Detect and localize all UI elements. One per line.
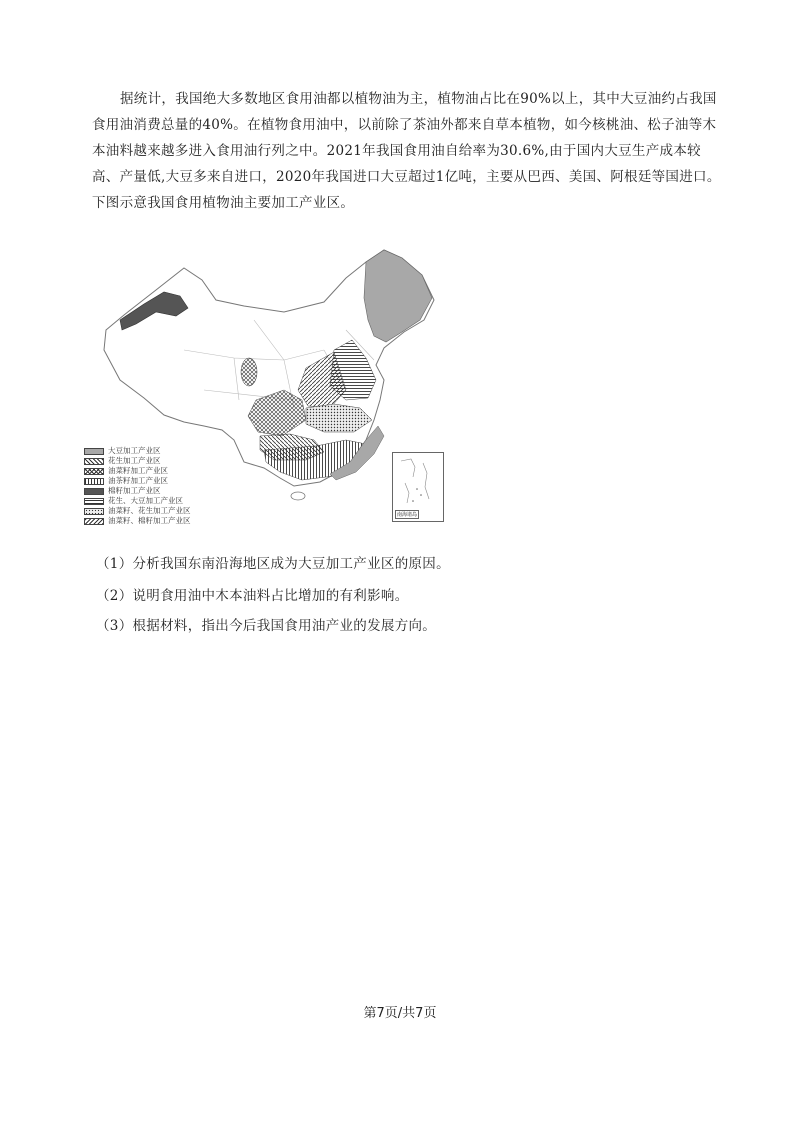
legend-swatch: [84, 508, 104, 515]
legend-label: 大豆加工产业区: [108, 446, 161, 455]
legend-item: [84, 446, 234, 456]
legend-label: 油菜籽、花生加工产业区: [108, 506, 191, 515]
legend-item: [84, 476, 234, 486]
legend-item: [84, 516, 234, 526]
legend-item: [84, 496, 234, 506]
question-2: （2）说明食用油中木本油料占比增加的有利影响。: [96, 588, 409, 604]
region-gansu-cross: [241, 358, 257, 386]
legend-label: 花生、大豆加工产业区: [108, 496, 183, 505]
legend-item: [84, 466, 234, 476]
hainan: [291, 492, 305, 500]
inset-label: 南海诸岛: [397, 512, 418, 518]
question-1: （1）分析我国东南沿海地区成为大豆加工产业区的原因。: [96, 556, 450, 572]
legend-label: 花生加工产业区: [108, 456, 161, 465]
legend-item: [84, 486, 234, 496]
region-northeast-soy: [364, 250, 432, 342]
legend-item: [84, 456, 234, 466]
legend-item: [84, 506, 234, 516]
legend-swatch: [84, 478, 104, 485]
legend-swatch: [84, 518, 104, 525]
map-legend: [84, 446, 234, 526]
south-sea-inset: [392, 452, 444, 522]
legend-swatch: [84, 498, 104, 505]
legend-label: 棉籽加工产业区: [108, 486, 161, 495]
question-3: （3）根据材料，指出今后我国食用油产业的发展方向。: [96, 618, 437, 634]
legend-swatch: [84, 448, 104, 455]
legend-swatch: [84, 458, 104, 465]
passage-text: 据统计，我国绝大多数地区食用油都以植物油为主，植物油占比在90%以上，其中大豆油约占我国食用油消费总量的40%。在植物食用油中，以前除了茶油外都来自草本植物，如今核桃油、松子油等木本油料越来越多进入食用油行列之中。2021年我国食用油自给率为30.6%,由于国内大豆生产成本较高、产量低,大豆多来自进口，2020年我国进口大豆超过1亿吨，主要从巴西、美国、阿根廷等国进口。下图示意我国食用植物油主要加工产业区。: [92, 91, 721, 211]
legend-label: 油茶籽加工产业区: [108, 476, 168, 485]
legend-label: 油菜籽加工产业区: [108, 466, 168, 475]
legend-swatch: [84, 488, 104, 495]
page-number: 第7页/共7页: [363, 1006, 437, 1021]
legend-label: 油菜籽、棉籽加工产业区: [108, 516, 191, 525]
legend-swatch: [84, 468, 104, 475]
